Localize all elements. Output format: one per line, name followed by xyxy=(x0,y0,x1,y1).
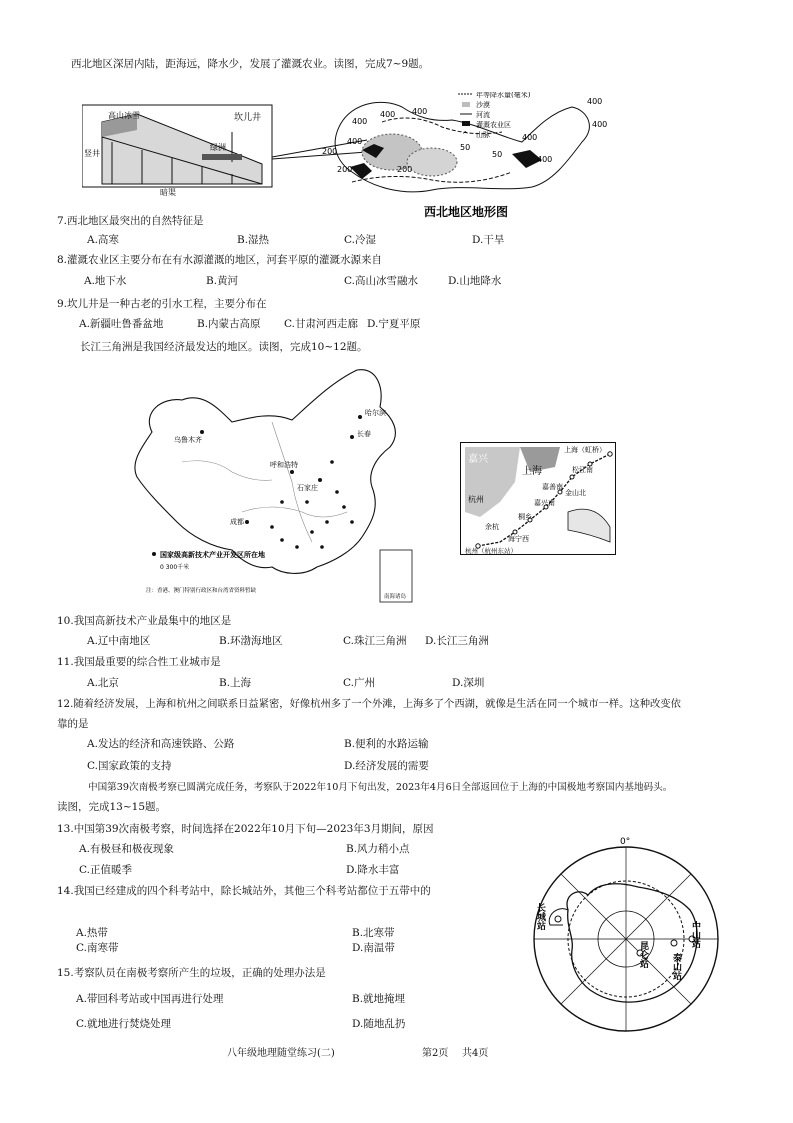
footer-title: 八年级地理随堂练习(二) xyxy=(227,1048,335,1059)
q10-option-c[interactable]: C.珠江三角洲 xyxy=(343,635,407,647)
q11-option-a[interactable]: A.北京 xyxy=(87,677,119,689)
question-10-stem: 10.我国高新技术产业最集中的地区是 xyxy=(57,615,232,627)
station-songjiangnan: 松江南 xyxy=(572,466,593,474)
station-tongxiang: 桐乡 xyxy=(518,513,532,521)
karez-block-diagram xyxy=(82,92,612,222)
footer-page: 第2页 xyxy=(422,1048,449,1059)
q15-option-c[interactable]: C.就地进行焚烧处理 xyxy=(76,1018,171,1030)
station-jinshanbei: 金山北 xyxy=(565,489,586,497)
question-9-stem: 9.坎儿井是一种古老的引水工程，主要分布在 xyxy=(57,298,267,310)
q12-option-b[interactable]: B.便利的水路运输 xyxy=(344,738,429,750)
legend-mountain: 山脉 xyxy=(476,131,490,139)
isoline-label: 50 xyxy=(492,150,503,159)
legend-agri: 灌溉农业区 xyxy=(476,121,511,129)
q13-option-b[interactable]: B.风力稍小点 xyxy=(346,843,410,855)
isoline-label: 50 xyxy=(460,143,471,152)
station-great-wall: 长城站 xyxy=(535,903,545,930)
q15-option-b[interactable]: B.就地掩埋 xyxy=(352,993,406,1005)
question-13-stem: 13.中国第39次南极考察，时间选择在2022年10月下旬—2023年3月期间，原因 xyxy=(57,823,434,835)
legend-desert: 沙漠 xyxy=(476,101,490,109)
map-scale: 0 300千米 xyxy=(160,564,190,571)
station-shanghai-hongqiao: 上海（虹桥） xyxy=(564,446,606,454)
isoline-label: 200 xyxy=(337,165,353,174)
city-label-harbin: 哈尔滨 xyxy=(365,409,386,417)
station-jiashannan: 嘉善南 xyxy=(542,483,563,491)
station-hainingxi: 海宁西 xyxy=(508,535,529,543)
city-label-urumqi: 乌鲁木齐 xyxy=(174,436,202,444)
q14-option-a[interactable]: A.热带 xyxy=(76,927,108,939)
question-14-stem: 14.我国已经建成的四个科考站中，除长城站外，其他三个科考站都位于五带中的 xyxy=(57,885,431,897)
map-legend xyxy=(458,92,531,139)
isoline-label: 400 xyxy=(412,107,428,116)
block-label-glacier: 高山冰雪 xyxy=(108,111,140,120)
block-label-channel: 暗渠 xyxy=(160,188,176,197)
station-taishan: 泰山站 xyxy=(671,953,681,980)
q9-option-c[interactable]: C.甘肃河西走廊 xyxy=(284,318,358,330)
label-shanghai: 上海 xyxy=(522,466,542,477)
station-hangzhou-east: 杭州（杭州东站） xyxy=(465,547,517,555)
station-zhongshan: 中山站 xyxy=(690,921,700,948)
q7-option-b[interactable]: B.湿热 xyxy=(237,234,270,246)
q12-option-a[interactable]: A.发达的经济和高速铁路、公路 xyxy=(87,738,235,750)
block-label-shaft: 竖井 xyxy=(84,149,100,158)
label-hangzhou: 杭州 xyxy=(468,495,484,504)
meridian-label: 0° xyxy=(620,837,631,847)
q8-option-d[interactable]: D.山地降水 xyxy=(448,275,502,287)
q9-option-d[interactable]: D.宁夏平原 xyxy=(367,318,421,330)
station-yuhang: 余杭 xyxy=(485,523,499,531)
footer-total: 共4页 xyxy=(462,1048,489,1059)
q14-option-c[interactable]: C.南寒带 xyxy=(76,942,119,954)
isoline-label: 400 xyxy=(522,133,538,142)
q10-option-b[interactable]: B.环渤海地区 xyxy=(219,635,283,647)
legend-river: 河流 xyxy=(476,111,490,119)
q7-option-c[interactable]: C.冷湿 xyxy=(344,234,376,246)
isoline-label: 400 xyxy=(347,137,363,146)
q11-option-b[interactable]: B.上海 xyxy=(219,677,252,689)
q15-option-a[interactable]: A.带回科考站或中国再进行处理 xyxy=(76,993,224,1005)
block-label-oasis: 绿洲 xyxy=(210,143,226,152)
map-title: 西北地区地形图 xyxy=(424,205,509,219)
map-legend-title: 国家级高新技术产业开发区所在地 xyxy=(160,551,265,559)
station-jiaxingnan: 嘉兴南 xyxy=(534,499,555,507)
question-8-stem: 8.灌溉农业区主要分布在有水源灌溉的地区，河套平原的灌溉水源来自 xyxy=(57,254,383,266)
intro-paragraph-2: 长江三角洲是我国经济最发达的地区。读图，完成10~12题。 xyxy=(80,341,368,353)
question-12-stem-line1: 12.随着经济发展，上海和杭州之间联系日益紧密，好像杭州多了一个外滩，上海多了个西湖，就像是生活在同一个城市一样。这种改变依 xyxy=(57,698,681,710)
q10-option-d[interactable]: D.长江三角洲 xyxy=(425,635,489,647)
q12-option-d[interactable]: D.经济发展的需要 xyxy=(344,760,429,772)
svg-text:^: ^ xyxy=(462,130,469,139)
q10-option-a[interactable]: A.辽中南地区 xyxy=(87,635,151,647)
isoline-label: 200 xyxy=(322,147,338,156)
q8-option-a[interactable]: A.地下水 xyxy=(84,275,127,287)
q7-option-a[interactable]: A.高寒 xyxy=(87,234,119,246)
isoline-label: 400 xyxy=(380,110,396,119)
antarctica-stations-map xyxy=(528,835,724,1033)
q12-option-c[interactable]: C.国家政策的支持 xyxy=(87,760,172,772)
city-label-changchun: 长春 xyxy=(357,430,371,438)
intro-paragraph-3-line2: 读图，完成13~15题。 xyxy=(57,801,167,813)
q8-option-b[interactable]: B.黄河 xyxy=(206,275,239,287)
station-kunlun: 昆仑站 xyxy=(638,941,648,968)
isoline-label: 400 xyxy=(592,120,608,129)
shanghai-hangzhou-railway-map xyxy=(460,442,616,555)
city-label-chengdu: 成都 xyxy=(230,518,244,526)
intro-paragraph-3-line1: 中国第39次南极考察已圆满完成任务，考察队于2022年10月下旬出发，2023年4月6日全部返回位于上海的中国极地考察国内基地码头。 xyxy=(88,782,673,793)
legend-isohyet: 年等降水量(毫米) xyxy=(476,92,531,99)
q9-option-a[interactable]: A.新疆吐鲁番盆地 xyxy=(79,318,164,330)
intro-paragraph-1: 西北地区深居内陆，距海远，降水少，发展了灌溉农业。读图，完成7~9题。 xyxy=(71,58,430,70)
q13-option-d[interactable]: D.降水丰富 xyxy=(346,864,400,876)
northwest-figure xyxy=(82,92,612,222)
map-note: 注：香港、澳门特别行政区和台湾省资料暂缺 xyxy=(146,588,257,594)
q9-option-b[interactable]: B.内蒙古高原 xyxy=(197,318,261,330)
q14-option-b[interactable]: B.北寒带 xyxy=(352,927,395,939)
isoline-label: 400 xyxy=(587,97,603,106)
isoline-label: 200 xyxy=(397,165,413,174)
q11-option-d[interactable]: D.深圳 xyxy=(452,677,485,689)
south-sea-inset-label: 南海诸岛 xyxy=(384,594,407,600)
q7-option-d[interactable]: D.干旱 xyxy=(472,234,505,246)
label-jiaxing: 嘉兴 xyxy=(468,454,488,465)
q14-option-d[interactable]: D.南温带 xyxy=(352,942,395,954)
block-label-karez: 坎儿井 xyxy=(234,113,262,123)
q15-option-d[interactable]: D.随地乱扔 xyxy=(352,1018,406,1030)
question-7-stem: 7.西北地区最突出的自然特征是 xyxy=(57,215,204,227)
question-12-stem-line2: 靠的是 xyxy=(57,718,89,730)
city-label-hohhot: 呼和浩特 xyxy=(270,461,298,469)
q11-option-c[interactable]: C.广州 xyxy=(343,677,375,689)
q8-option-c[interactable]: C.高山冰雪融水 xyxy=(344,275,418,287)
city-label-shijiazhuang: 石家庄 xyxy=(297,484,318,492)
question-15-stem: 15.考察队员在南极考察所产生的垃圾，正确的处理办法是 xyxy=(57,967,326,979)
china-hightech-map xyxy=(122,362,420,607)
question-11-stem: 11.我国最重要的综合性工业城市是 xyxy=(57,656,221,668)
q13-option-a[interactable]: A.有极昼和极夜现象 xyxy=(79,843,174,855)
q13-option-c[interactable]: C.正值暖季 xyxy=(79,864,132,876)
isoline-label: 400 xyxy=(537,155,553,164)
isoline-label: 400 xyxy=(352,117,368,126)
